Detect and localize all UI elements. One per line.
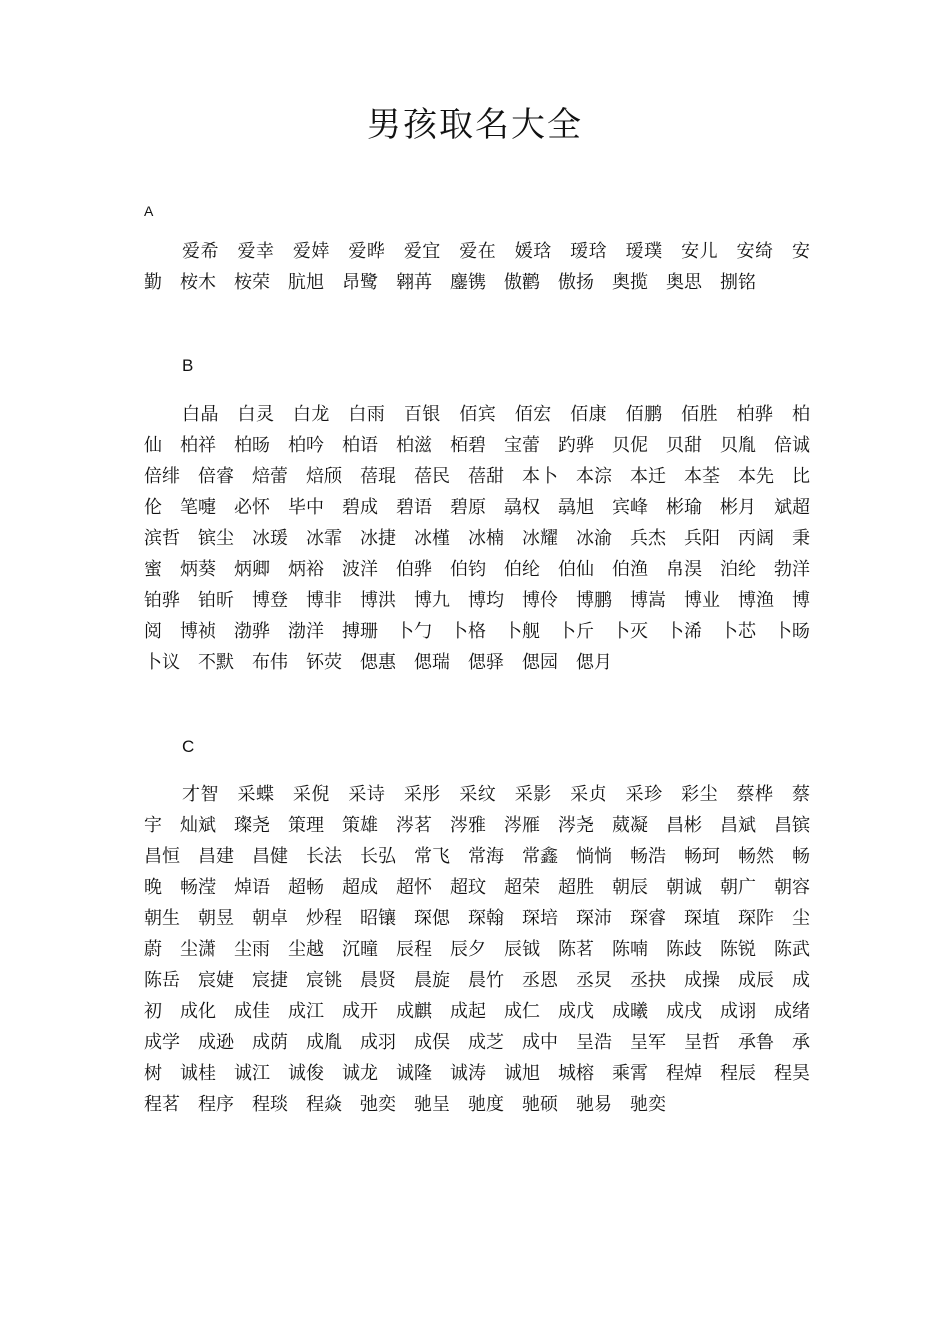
section-letter-c: C <box>182 737 195 756</box>
section-letter-b: B <box>182 356 194 375</box>
page-title: 男孩取名大全 <box>367 105 583 145</box>
names-list-a: 爱希 爱幸 爱婞 爱晔 爱宜 爱在 媛琀 瑷琀 瑷璞 安儿 安绮 安勤 桉木 桉荣 肮旭 昂鹭 翱苒 鏖镌 傲鹳 傲扬 奥揽 奥思 捌铭 <box>144 241 810 293</box>
section-letter-a: A <box>144 203 154 219</box>
names-list-b: 白晶 白灵 白龙 白雨 百银 佰宾 佰宏 佰康 佰鹏 佰胜 柏骅 柏仙 柏祥 柏旸 柏吟 柏语 柏滋 栢碧 宝蕾 趵骅 贝伲 贝甜 贝胤 倍诚 倍绯 倍睿 焙蕾 焙颀 蓓琨 蓓民 蓓甜 本卜 本淙 本迁 本荃 本先 比伦 笔嚏 必怀 毕中 碧成 碧语 碧原 骉权 骉旭 宾峰 彬瑜 彬月 斌超 滨哲 镔尘 冰瑗 冰霏 冰捷 冰槿 冰楠 冰耀 冰渝 兵杰 兵阳 丙阔 秉蜜 炳葵 炳卿 炳裕 波洋 伯骅 伯钧 伯纶 伯仙 伯渔 帛淏 泊纶 勃洋 铂骅 铂昕 博登 博非 博洪 博九 博均 博伶 博鹏 博嵩 博业 博渔 博阅 博祯 渤骅 渤洋 搏珊 卜勹 卜格 卜舰 卜斤 卜灭 卜浠 卜芯 卜旸 卜议 不默 布伟 钚荧 偲惠 偲瑞 偲驿 偲园 偲月 <box>144 404 828 673</box>
names-list-c: 才智 采蝶 采倪 采诗 采彤 采纹 采影 采贞 采珍 彩尘 蔡桦 蔡宇 灿斌 璨尧 策理 策雄 涔茗 涔雅 涔雁 涔尧 葳凝 昌彬 昌斌 昌镔 昌恒 昌建 昌健 长法 长弘 常飞 常海 常鑫 惝惝 畅浩 畅珂 畅然 畅晚 畅滢 焯语 超畅 超成 超怀 超玟 超荣 超胜 朝辰 朝诚 朝广 朝容 朝生 朝昱 朝卓 炒程 昭镶 琛偲 琛翰 琛培 琛沛 琛睿 琛埴 琛阼 尘蔚 尘潇 尘雨 尘越 沉曈 辰程 辰夕 辰钺 陈茗 陈喃 陈歧 陈锐 陈武 陈岳 宸婕 宸捷 宸铫 晨贤 晨旋 晨竹 丞恩 丞炅 丞抉 成操 成辰 成初 成化 成佳 成江 成开 成麒 成起 成仁 成戊 成曦 成戌 成诩 成绪 成学 成逊 成荫 成胤 成羽 成俣 成芝 成中 呈浩 呈军 呈哲 承鲁 承树 诚桂 诚江 诚俊 诚龙 诚隆 诚涛 诚旭 城榕 乘霄 程焯 程辰 程昊 程茗 程序 程琰 程焱 弛奕 驰呈 驰度 驰硕 驰易 驰奕 <box>144 784 828 1115</box>
